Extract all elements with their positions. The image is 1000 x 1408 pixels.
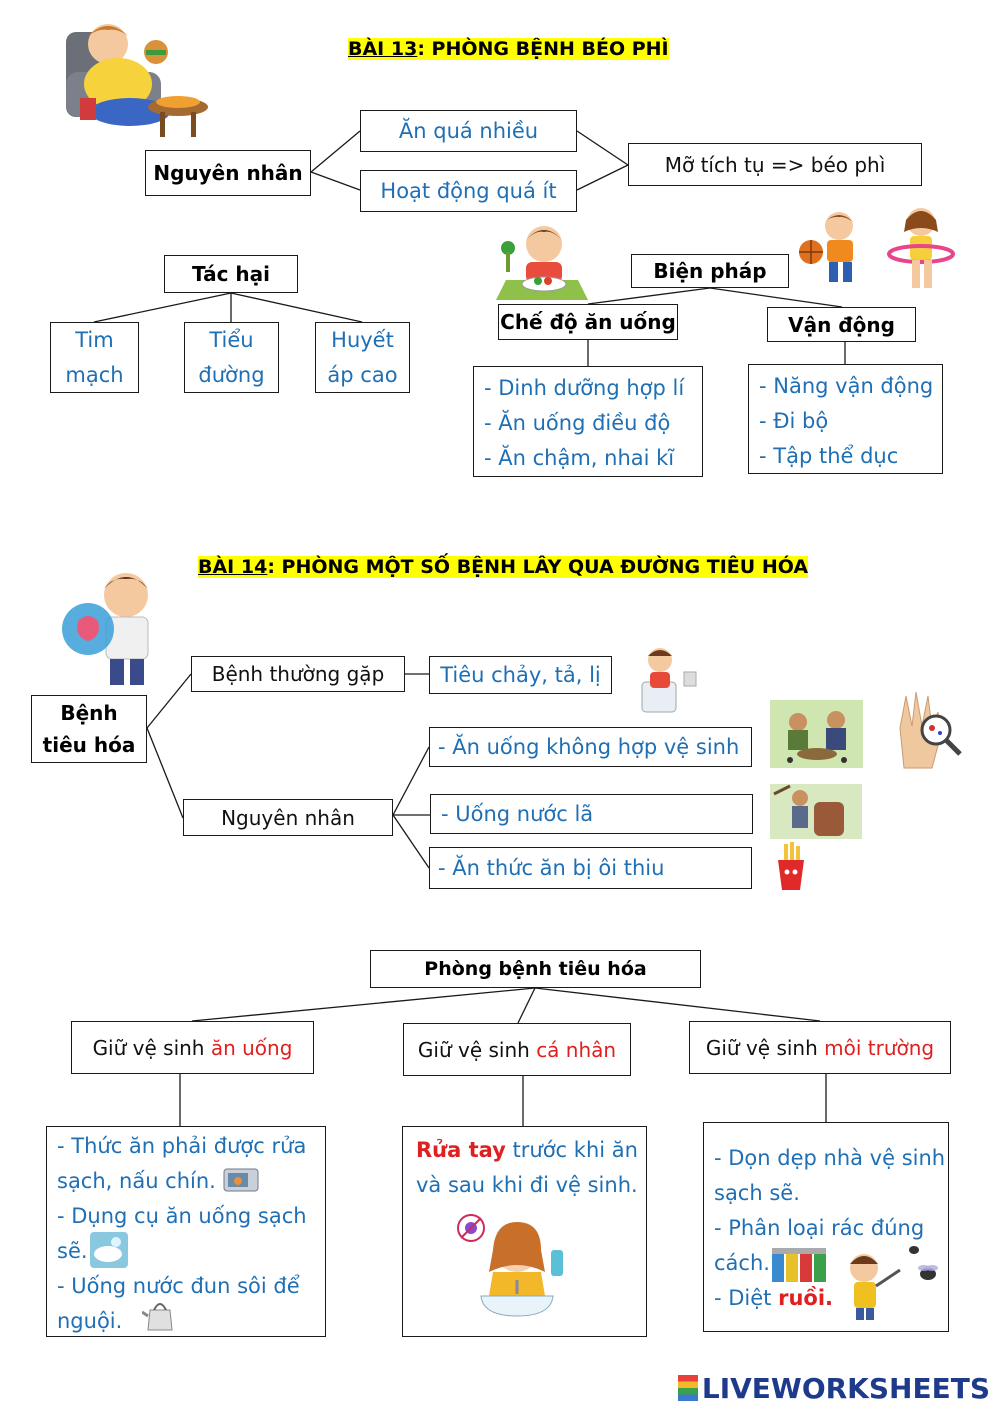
obese-child-illustration	[58, 12, 213, 144]
food-hygiene-line-text: sạch, nấu chín.	[57, 1169, 216, 1193]
env-last-prefix: - Diệt	[714, 1286, 779, 1310]
measure-label: Biện pháp	[653, 259, 767, 283]
branch-personal-hygiene-text	[418, 1038, 616, 1062]
diet-label: Chế độ ăn uống	[500, 310, 676, 334]
hand-germs-magnifier-illustration	[884, 688, 966, 770]
exercise-item: - Năng vận động	[759, 374, 934, 398]
digestive-cause-label: Nguyên nhân	[221, 805, 355, 830]
digestive-disease-line2: tiêu hóa	[42, 733, 136, 757]
diet-box	[498, 304, 678, 340]
branch-personal-keyword: cá nhân	[536, 1037, 617, 1062]
harm-heart-line1: Tim	[75, 327, 114, 352]
obesity-cause-box	[145, 150, 311, 196]
lesson-14-heading: : PHÒNG MỘT SỐ BỆNH LÂY QUA ĐƯỜNG TIÊU HÓA	[267, 556, 809, 578]
harm-bp-line2: áp cao	[327, 362, 398, 387]
cause-inactivity-text: Hoạt động quá ít	[380, 179, 557, 203]
diet-item: - Dinh dưỡng hợp lí	[484, 376, 685, 400]
food-microwave-icon	[222, 1163, 262, 1195]
personal-hygiene-text-1: trước khi ăn	[505, 1138, 638, 1162]
harm-bp-line1: Huyết	[331, 327, 394, 352]
harm-heart-line2: mạch	[65, 362, 124, 387]
digestive-disease-line1: Bệnh	[60, 701, 118, 725]
env-hygiene-line: sạch sẽ.	[714, 1181, 800, 1205]
drinking-well-water-illustration	[770, 784, 862, 839]
branch-food-keyword: ăn uống	[210, 1035, 293, 1060]
harm-box	[164, 255, 298, 293]
boy-stomachache-illustration	[60, 565, 170, 687]
wash-hands-keyword: Rửa tay	[416, 1138, 506, 1162]
food-hygiene-line: - Uống nước đun sôi để	[57, 1274, 300, 1298]
spoiled-fries-illustration	[772, 840, 810, 892]
branch-personal-prefix: Giữ vệ sinh	[417, 1037, 537, 1062]
kill-flies-keyword: ruồi.	[778, 1286, 834, 1310]
kettle-icon	[142, 1296, 178, 1334]
common-disease-box	[191, 656, 405, 692]
lesson-14-number: BÀI 14	[198, 556, 268, 578]
cause-raw-water-text: - Uống nước lã	[441, 802, 594, 826]
lesson-14-title	[198, 556, 808, 578]
harm-diabetes-box	[184, 322, 279, 393]
cause-inactivity-box	[360, 170, 577, 212]
branch-environment-hygiene-box	[689, 1021, 951, 1074]
personal-hygiene-line-1	[416, 1133, 638, 1168]
diet-item: - Ăn uống điều độ	[484, 411, 671, 435]
cause-raw-water-box	[430, 794, 753, 834]
liveworksheets-logo	[678, 1372, 990, 1405]
food-hygiene-line: - Dụng cụ ăn uống sạch	[57, 1204, 307, 1228]
boy-swatting-flies-illustration	[842, 1240, 942, 1320]
lesson-13-number: BÀI 13	[348, 38, 418, 60]
digestive-disease-box	[31, 695, 147, 763]
prevention-box	[370, 950, 701, 988]
branch-food-prefix: Giữ vệ sinh	[92, 1035, 211, 1060]
result-fat-box	[628, 143, 922, 186]
liveworksheets-logo-text: LIVEWORKSHEETS	[701, 1372, 990, 1405]
lesson-13-title	[348, 38, 669, 60]
cause-unhygienic-text: - Ăn uống không hợp vệ sinh	[438, 735, 740, 759]
diet-list	[473, 366, 703, 477]
result-fat-text: Mỡ tích tụ => béo phì	[664, 152, 886, 177]
people-eating-dirty-illustration	[770, 700, 863, 768]
prevention-label: Phòng bệnh tiêu hóa	[424, 958, 647, 980]
env-hygiene-line: - Dọn dẹp nhà vệ sinh	[714, 1146, 946, 1170]
exercise-box	[767, 307, 916, 342]
harm-label: Tác hại	[192, 262, 270, 286]
food-hygiene-line	[57, 1164, 315, 1199]
branch-environment-hygiene-text	[706, 1036, 934, 1060]
girl-hula-hoop-illustration	[886, 202, 956, 294]
cause-spoiled-food-text: - Ăn thức ăn bị ôi thiu	[438, 856, 665, 880]
food-hygiene-line: - Thức ăn phải được rửa	[57, 1134, 307, 1158]
cause-overeating-box	[360, 110, 577, 152]
harm-blood-pressure-box	[315, 322, 410, 393]
recycle-bins-icon	[770, 1244, 828, 1284]
common-disease-value-box	[429, 656, 612, 694]
env-hygiene-line: - Phân loại rác đúng	[714, 1216, 925, 1240]
common-disease-label: Bệnh thường gặp	[211, 662, 385, 686]
child-basketball-illustration	[795, 208, 875, 288]
exercise-label: Vận động	[788, 312, 895, 337]
food-hygiene-line-text: nguội.	[57, 1309, 123, 1333]
diet-item: - Ăn chậm, nhai kĩ	[484, 446, 675, 470]
harm-heart-box	[50, 322, 139, 393]
cause-spoiled-food-box	[429, 847, 752, 889]
cause-overeating-text: Ăn quá nhiều	[398, 119, 539, 143]
lesson-13-heading: : PHÒNG BỆNH BÉO PHÌ	[417, 38, 669, 60]
branch-personal-hygiene-box	[403, 1023, 631, 1076]
branch-env-keyword: môi trường	[824, 1035, 935, 1060]
food-hygiene-line-text: sẽ.	[57, 1239, 88, 1263]
food-hygiene-line	[57, 1304, 315, 1339]
env-hygiene-line: cách.	[714, 1251, 770, 1275]
liveworksheets-logo-mark	[678, 1375, 698, 1401]
child-toilet-illustration	[636, 642, 700, 716]
digestive-cause-box	[183, 799, 393, 836]
branch-env-prefix: Giữ vệ sinh	[705, 1035, 825, 1060]
personal-hygiene-line-2: và sau khi đi vệ sinh.	[416, 1173, 638, 1197]
measure-box	[631, 254, 789, 288]
cause-unhygienic-box	[429, 727, 752, 767]
child-eating-salad-illustration	[496, 218, 588, 300]
exercise-list	[748, 364, 943, 474]
harm-diabetes-line1: Tiểu	[209, 327, 254, 352]
clean-dishes-icon	[88, 1230, 130, 1270]
branch-food-hygiene-text	[93, 1036, 293, 1060]
branch-food-hygiene-box	[71, 1021, 314, 1074]
exercise-item: - Đi bộ	[759, 409, 829, 433]
obesity-cause-label: Nguyên nhân	[153, 161, 303, 185]
common-disease-value: Tiêu chảy, tả, lị	[440, 663, 601, 687]
girl-washing-hands-illustration	[455, 1210, 575, 1322]
exercise-item: - Tập thể dục	[759, 444, 899, 468]
harm-diabetes-line2: đường	[198, 362, 265, 387]
